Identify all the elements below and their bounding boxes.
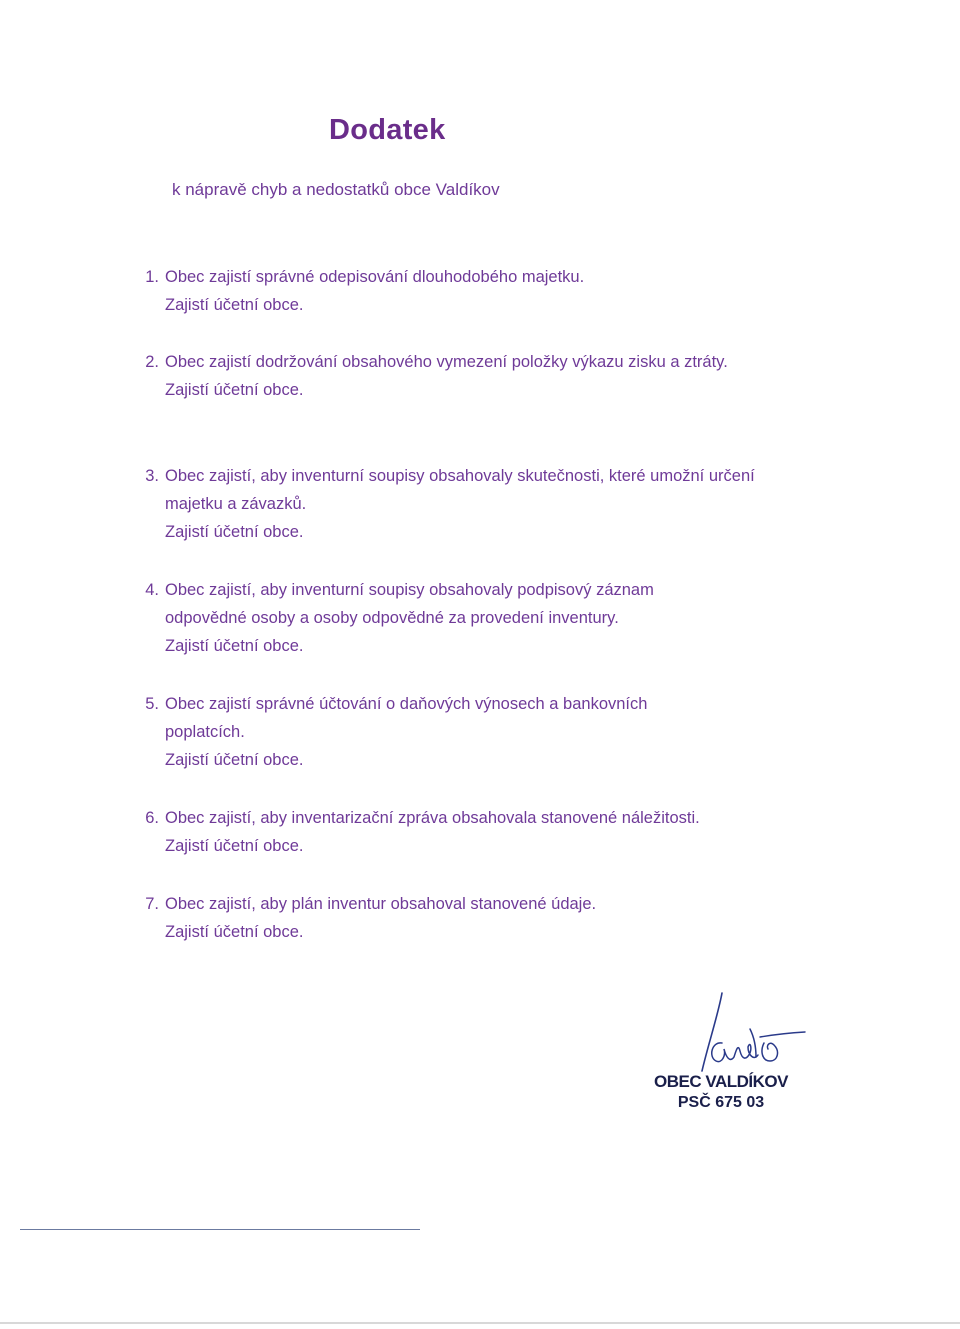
footer-divider — [20, 1229, 420, 1230]
item-number: 3. — [145, 467, 159, 485]
item-text: Obec zajistí dodržování obsahového vymezení položky výkazu zisku a ztráty. — [165, 353, 728, 371]
list-item — [145, 576, 735, 660]
item-text: Obec zajistí, aby inventurní soupisy obsahovaly podpisový záznam odpovědné osoby a osoby odpovědné za provedení inventury. — [165, 581, 654, 627]
item-responsible: Zajistí účetní obce. — [165, 837, 304, 855]
official-stamp — [636, 1072, 806, 1112]
item-text: Obec zajistí správné účtování o daňových výnosech a bankovních poplatcích. — [165, 695, 648, 741]
stamp-line-2: PSČ 675 03 — [677, 1094, 765, 1111]
item-text: Obec zajistí správné odepisování dlouhodobého majetku. — [165, 268, 585, 286]
document-title: Dodatek — [329, 114, 446, 146]
item-number: 2. — [145, 353, 159, 371]
item-responsible: Zajistí účetní obce. — [165, 751, 304, 769]
item-number: 1. — [145, 268, 159, 286]
list-item — [145, 462, 795, 546]
item-text: Obec zajistí, aby inventurní soupisy obsahovaly skutečnosti, které umožní určení majetku a závazků. — [165, 467, 755, 513]
item-responsible: Zajistí účetní obce. — [165, 637, 304, 655]
item-number: 5. — [145, 695, 159, 713]
list-item — [145, 263, 805, 319]
item-responsible: Zajistí účetní obce. — [165, 523, 304, 541]
item-number: 4. — [145, 581, 159, 599]
item-responsible: Zajistí účetní obce. — [165, 381, 304, 399]
list-item — [145, 890, 805, 946]
item-number: 7. — [145, 895, 159, 913]
page-edge — [0, 1322, 960, 1324]
list-item — [145, 690, 725, 774]
list-item — [145, 804, 825, 860]
item-text: Obec zajistí, aby plán inventur obsahoval stanovené údaje. — [165, 895, 597, 913]
stamp-line-1: OBEC VALDÍKOV — [654, 1072, 788, 1091]
item-text: Obec zajistí, aby inventarizační zpráva obsahovala stanovené náležitosti. — [165, 809, 700, 827]
item-number: 6. — [145, 809, 159, 827]
item-responsible: Zajistí účetní obce. — [165, 296, 304, 314]
item-responsible: Zajistí účetní obce. — [165, 923, 304, 941]
signature-image — [660, 985, 810, 1075]
list-item — [145, 348, 750, 404]
document-subtitle: k nápravě chyb a nedostatků obce Valdíkov — [172, 180, 500, 199]
